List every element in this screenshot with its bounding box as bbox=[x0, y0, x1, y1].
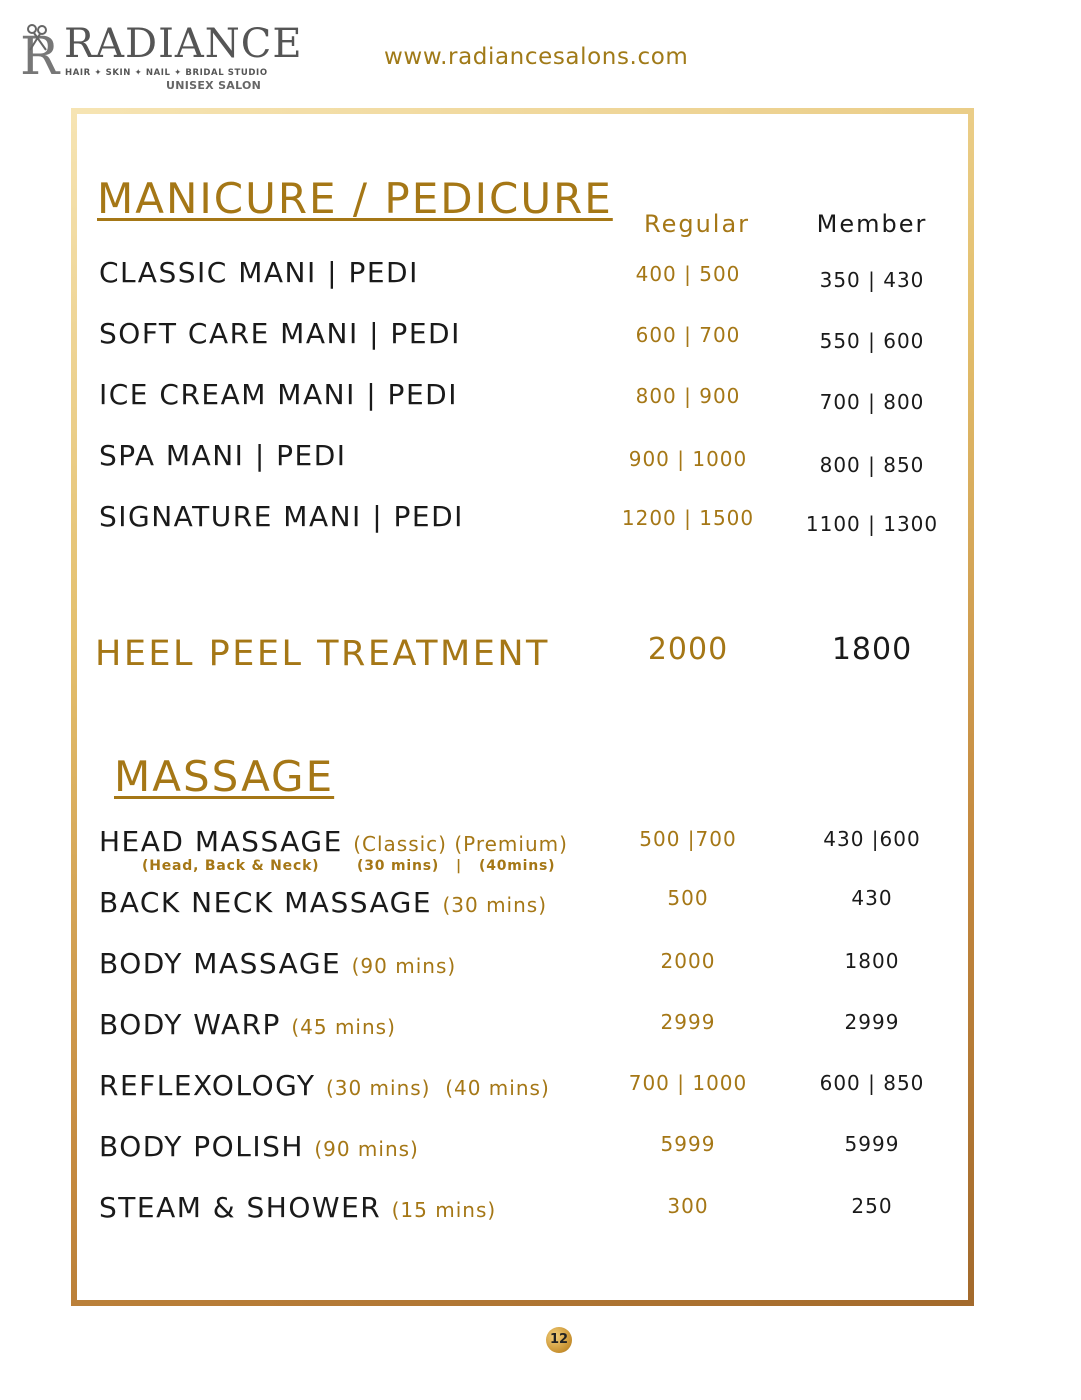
service-duration: (90 mins) bbox=[314, 1137, 419, 1161]
regular-price: 1200 | 1500 bbox=[621, 506, 755, 530]
member-price: 350 | 430 bbox=[819, 268, 925, 292]
massage-heading: MASSAGE bbox=[114, 752, 335, 801]
massage-row bbox=[0, 947, 1081, 987]
service-duration: (15 mins) bbox=[391, 1198, 497, 1222]
heel-peel-regular-price: 2000 bbox=[647, 632, 729, 667]
service-duration: (45 mins) bbox=[291, 1015, 396, 1039]
regular-column-header: Regular bbox=[643, 210, 751, 238]
head-massage-durations: (30 mins) | (40mins) bbox=[357, 858, 556, 874]
service-name: ICE CREAM MANI | PEDI bbox=[99, 378, 458, 411]
manicure-row bbox=[0, 378, 1081, 418]
manicure-row bbox=[0, 500, 1081, 540]
manicure-row bbox=[0, 439, 1081, 479]
member-price: 800 | 850 bbox=[819, 453, 925, 477]
member-price: 430 |600 bbox=[823, 827, 921, 851]
service-name bbox=[99, 825, 568, 858]
manicure-heading: MANICURE / PEDICURE bbox=[97, 174, 613, 223]
regular-price: 300 bbox=[667, 1194, 709, 1218]
service-duration: (30 mins) bbox=[442, 893, 548, 917]
member-price: 5999 bbox=[844, 1132, 900, 1156]
member-price: 550 | 600 bbox=[819, 329, 925, 353]
service-title: REFLEXOLOGY bbox=[99, 1069, 316, 1102]
service-name: SIGNATURE MANI | PEDI bbox=[99, 500, 464, 533]
regular-price: 800 | 900 bbox=[635, 384, 741, 408]
service-name bbox=[99, 1191, 496, 1224]
brand-tagline: HAIR ✦ SKIN ✦ NAIL ✦ BRIDAL STUDIO bbox=[65, 68, 268, 78]
massage-row bbox=[0, 1008, 1081, 1048]
brand-name: RADIANCE bbox=[64, 21, 303, 67]
service-name bbox=[99, 886, 547, 919]
member-price: 1800 bbox=[844, 949, 900, 973]
service-title: BODY WARP bbox=[99, 1008, 281, 1041]
regular-price: 2000 bbox=[660, 949, 716, 973]
regular-price: 700 | 1000 bbox=[628, 1071, 748, 1095]
service-duration: (Classic) (Premium) bbox=[353, 832, 568, 856]
heel-peel-member-price: 1800 bbox=[831, 632, 913, 667]
service-name: CLASSIC MANI | PEDI bbox=[99, 256, 419, 289]
member-price: 250 bbox=[851, 1194, 893, 1218]
manicure-row bbox=[0, 317, 1081, 357]
service-title: BACK NECK MASSAGE bbox=[99, 886, 433, 919]
regular-price: 500 |700 bbox=[639, 827, 737, 851]
service-duration: (90 mins) bbox=[351, 954, 457, 978]
member-price: 2999 bbox=[844, 1010, 900, 1034]
service-name bbox=[99, 947, 456, 980]
massage-row bbox=[0, 1069, 1081, 1109]
massage-row bbox=[0, 1130, 1081, 1170]
member-price: 1100 | 1300 bbox=[805, 512, 939, 536]
regular-price: 500 bbox=[667, 886, 709, 910]
service-name bbox=[99, 1069, 550, 1102]
regular-price: 400 | 500 bbox=[635, 262, 741, 286]
member-column-header: Member bbox=[816, 210, 928, 238]
service-name: SOFT CARE MANI | PEDI bbox=[99, 317, 461, 350]
massage-row bbox=[0, 1191, 1081, 1231]
regular-price: 5999 bbox=[660, 1132, 716, 1156]
service-duration: (30 mins) (40 mins) bbox=[325, 1076, 550, 1100]
service-title: HEAD MASSAGE bbox=[99, 825, 343, 858]
service-title: BODY MASSAGE bbox=[99, 947, 342, 980]
service-title: STEAM & SHOWER bbox=[99, 1191, 382, 1224]
service-title: BODY POLISH bbox=[99, 1130, 304, 1163]
head-massage-note: (Head, Back & Neck) bbox=[142, 858, 320, 874]
heel-peel-name: HEEL PEEL TREATMENT bbox=[95, 634, 550, 674]
manicure-row bbox=[0, 256, 1081, 296]
svg-text:R: R bbox=[20, 27, 60, 82]
regular-price: 2999 bbox=[660, 1010, 716, 1034]
scissors-r-logo-icon bbox=[18, 20, 62, 82]
member-price: 700 | 800 bbox=[819, 390, 925, 414]
service-name: SPA MANI | PEDI bbox=[99, 439, 347, 472]
regular-price: 900 | 1000 bbox=[628, 447, 748, 471]
member-price: 430 bbox=[851, 886, 893, 910]
brand-subtitle: UNISEX SALON bbox=[166, 79, 262, 92]
member-price: 600 | 850 bbox=[819, 1071, 925, 1095]
page-number: 12 bbox=[546, 1327, 572, 1353]
brand-logo bbox=[18, 18, 303, 92]
service-name bbox=[99, 1008, 396, 1041]
service-name bbox=[99, 1130, 419, 1163]
massage-row bbox=[0, 886, 1081, 926]
regular-price: 600 | 700 bbox=[635, 323, 741, 347]
website-link[interactable]: www.radiancesalons.com bbox=[384, 44, 689, 70]
